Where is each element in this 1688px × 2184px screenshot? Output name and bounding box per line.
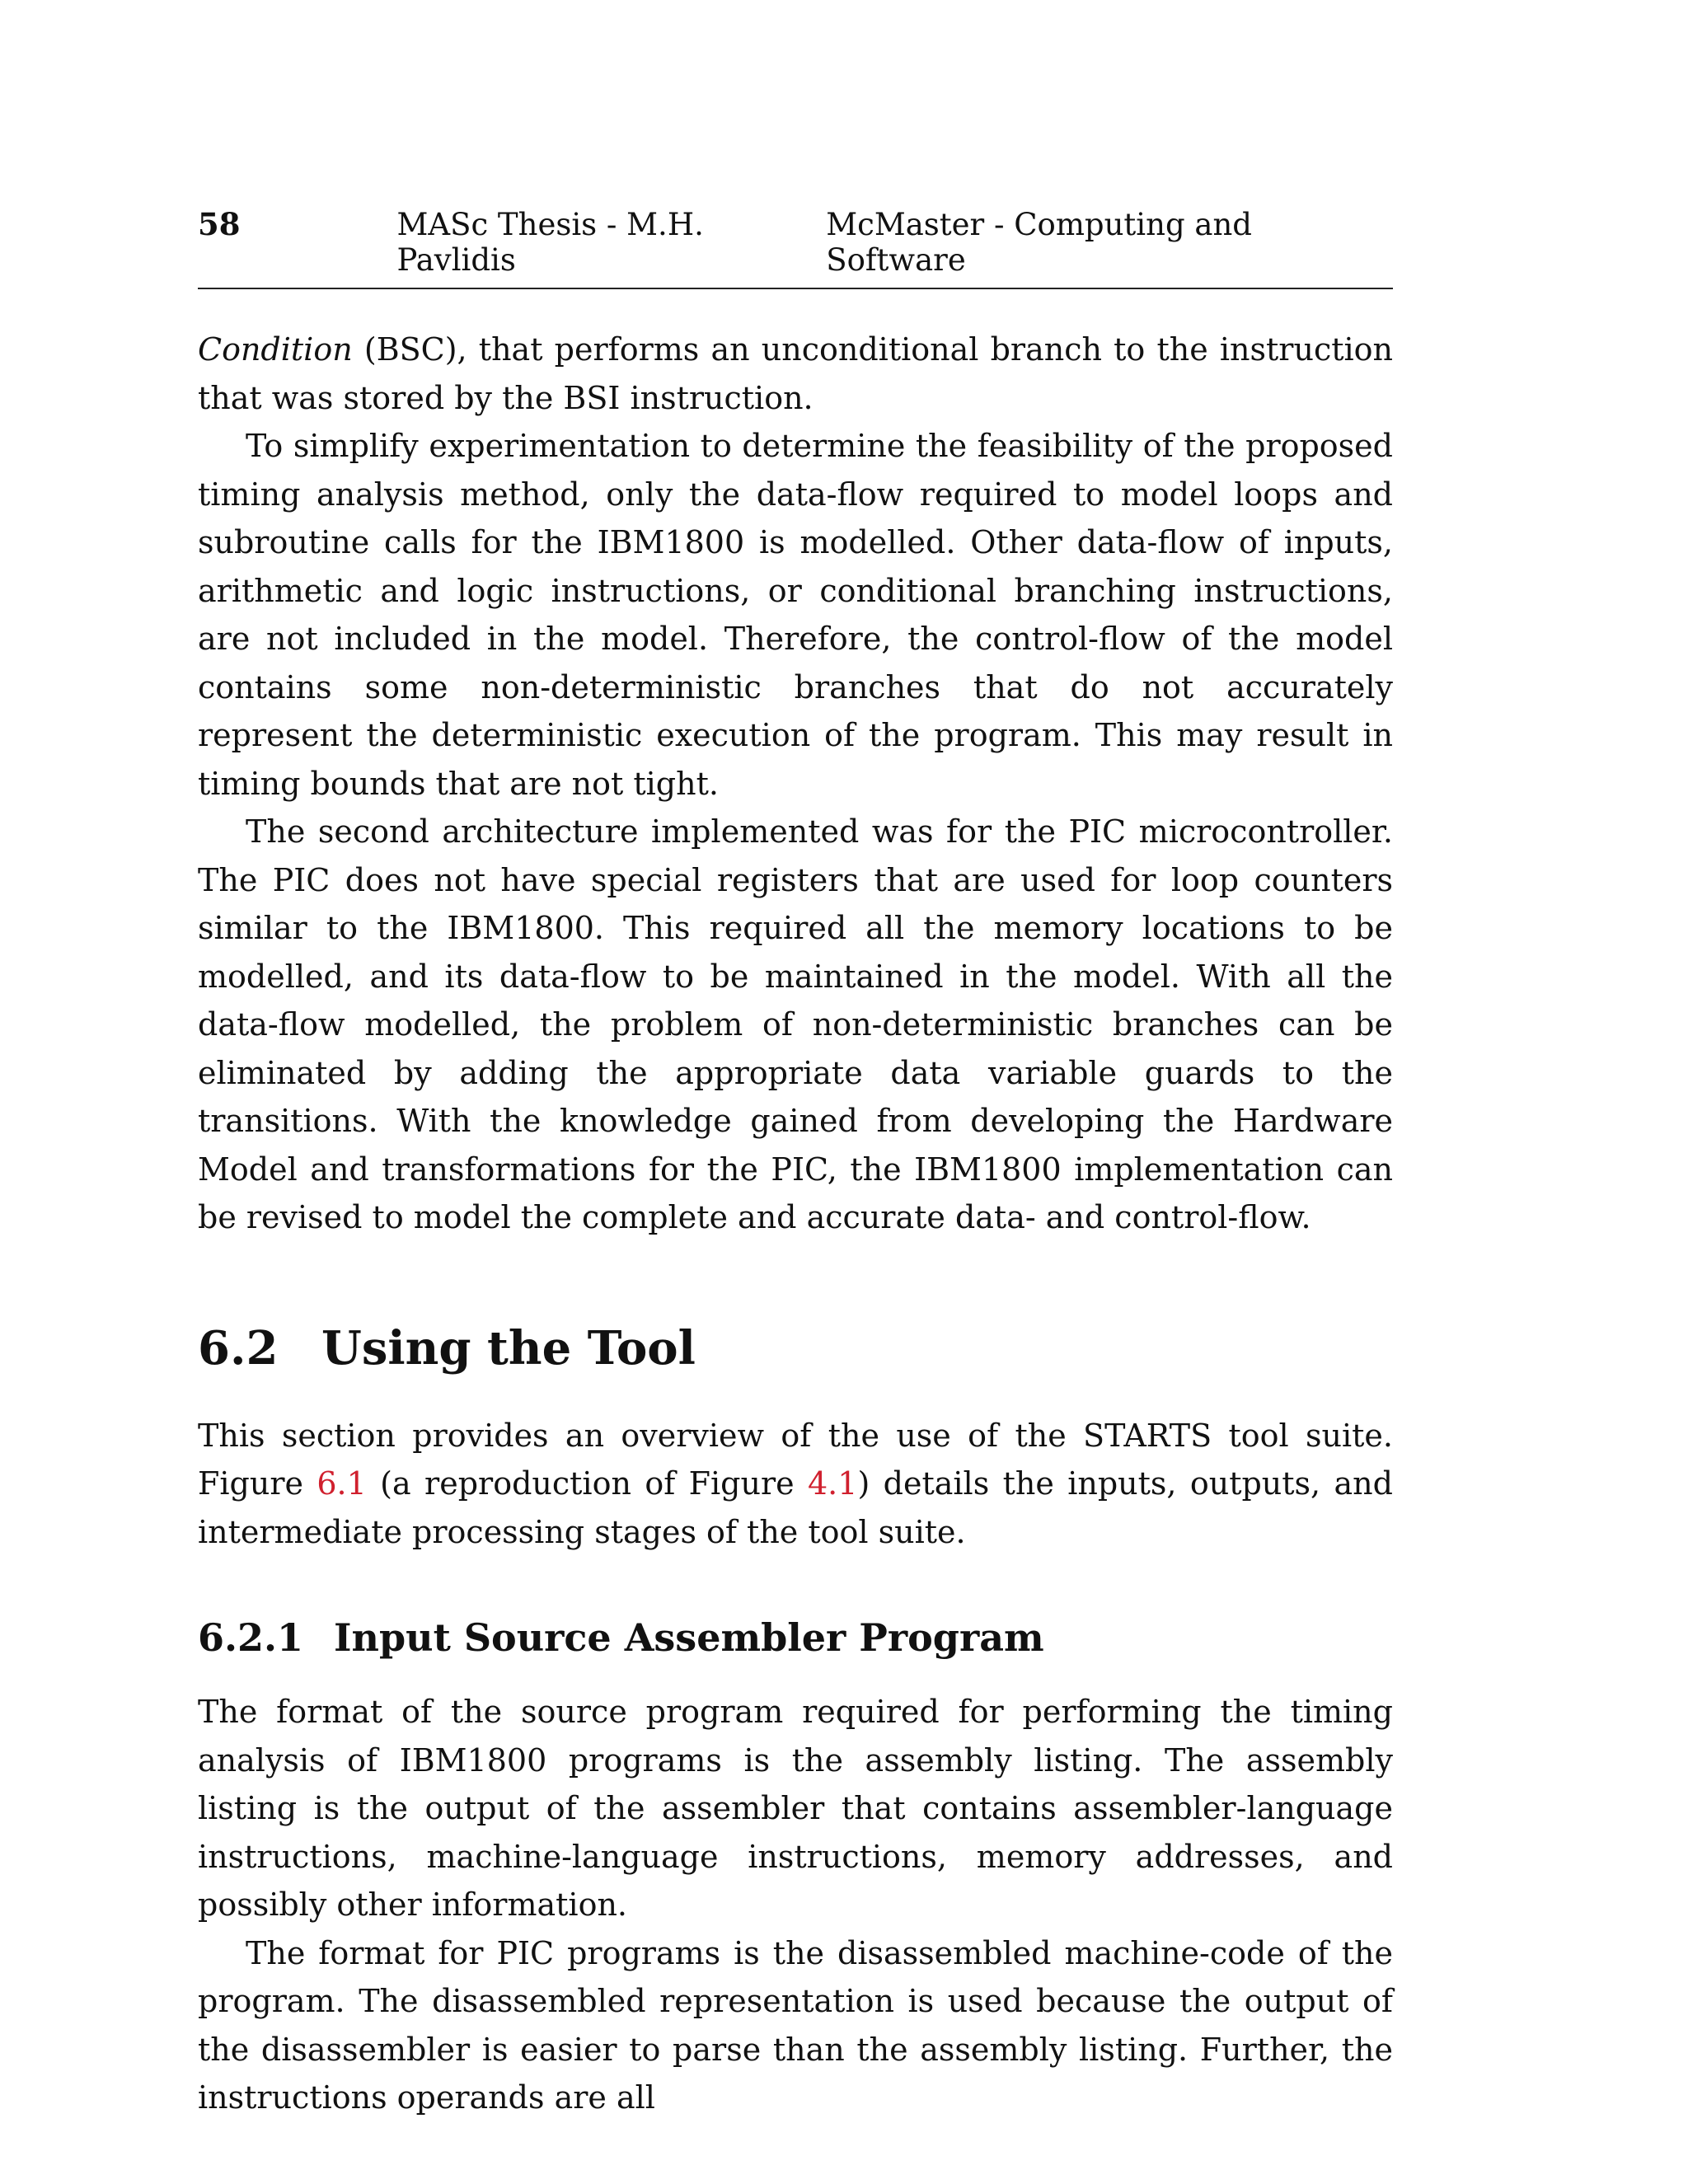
italic-term: Condition [198,331,353,368]
subsection-heading [198,1615,1393,1660]
intro-text-2: (a reproduction of Figure [366,1465,808,1502]
header-author: MASc Thesis - M.H. Pavlidis [396,207,704,278]
page-number: 58 [198,206,241,242]
header-affiliation: McMaster - Computing and Software [826,207,1252,278]
figure-ref-4-1[interactable]: 4.1 [808,1465,858,1502]
paragraph-bsc-text: (BSC), that performs an unconditional branch to the instruction that was stored by the BSI instruction. [198,331,1393,416]
paragraph-bsc [198,326,1393,422]
running-header [198,206,1393,289]
intro-text-1: This section provides an overview of the use of the STARTS tool suite. Figure [198,1417,1393,1502]
section-title: Using the Tool [321,1320,696,1376]
section-heading [198,1321,1393,1376]
paragraph-pic-format: The format for PIC programs is the disassembled machine-code of the program. The disassembled representation is used because the output of the disassembler is easier to parse than the assembly listing. Further, the instructions operands are all [198,1934,1393,2116]
subsection-number: 6.2.1 [198,1615,304,1660]
body-text-top [198,326,1393,1242]
paragraph-experimentation: To simplify experimentation to determine the feasibility of the proposed timing analysis method, only the data-flow required to model loops and subroutine calls for the IBM1800 is modelled. Other data-flow of inputs, arithmetic and logic instructions, or conditional branching instructions, are not included in the model. Therefore, the control-flow of the model contains some non-deterministic branches that do not accurately represent the deterministic execution of the program. This may result in timing bounds that are not tight. [198,428,1393,802]
intro-text-3: ) details the inputs, outputs, and intermediate processing stages of the tool suite. [198,1465,1393,1550]
section-intro [198,1412,1393,1557]
paragraph-ibm-format: The format of the source program required for performing the timing analysis of IBM1800 programs is the assembly listing. The assembly listing is the output of the assembler that contains assembler-language instructions, machine-language instructions, memory addresses, and possibly other information. [198,1694,1393,1923]
figure-ref-6-1[interactable]: 6.1 [316,1465,367,1502]
subsection-body [198,1688,1393,2122]
section-number: 6.2 [198,1320,279,1376]
paragraph-section-intro [198,1412,1393,1557]
thesis-page [198,206,1393,2122]
paragraph-pic-architecture: The second architecture implemented was for the PIC microcontroller. The PIC does not have special registers that are used for loop counters similar to the IBM1800. This required all the memory locations to be modelled, and its data-flow to be maintained in the model. With all the data-flow modelled, the problem of non-deterministic branches can be eliminated by adding the appropriate data variable guards to the transitions. With the knowledge gained from developing the Hardware Model and transformations for the PIC, the IBM1800 implementation can be revised to model the complete and accurate data- and control-flow. [198,813,1393,1235]
subsection-title: Input Source Assembler Program [334,1615,1044,1660]
